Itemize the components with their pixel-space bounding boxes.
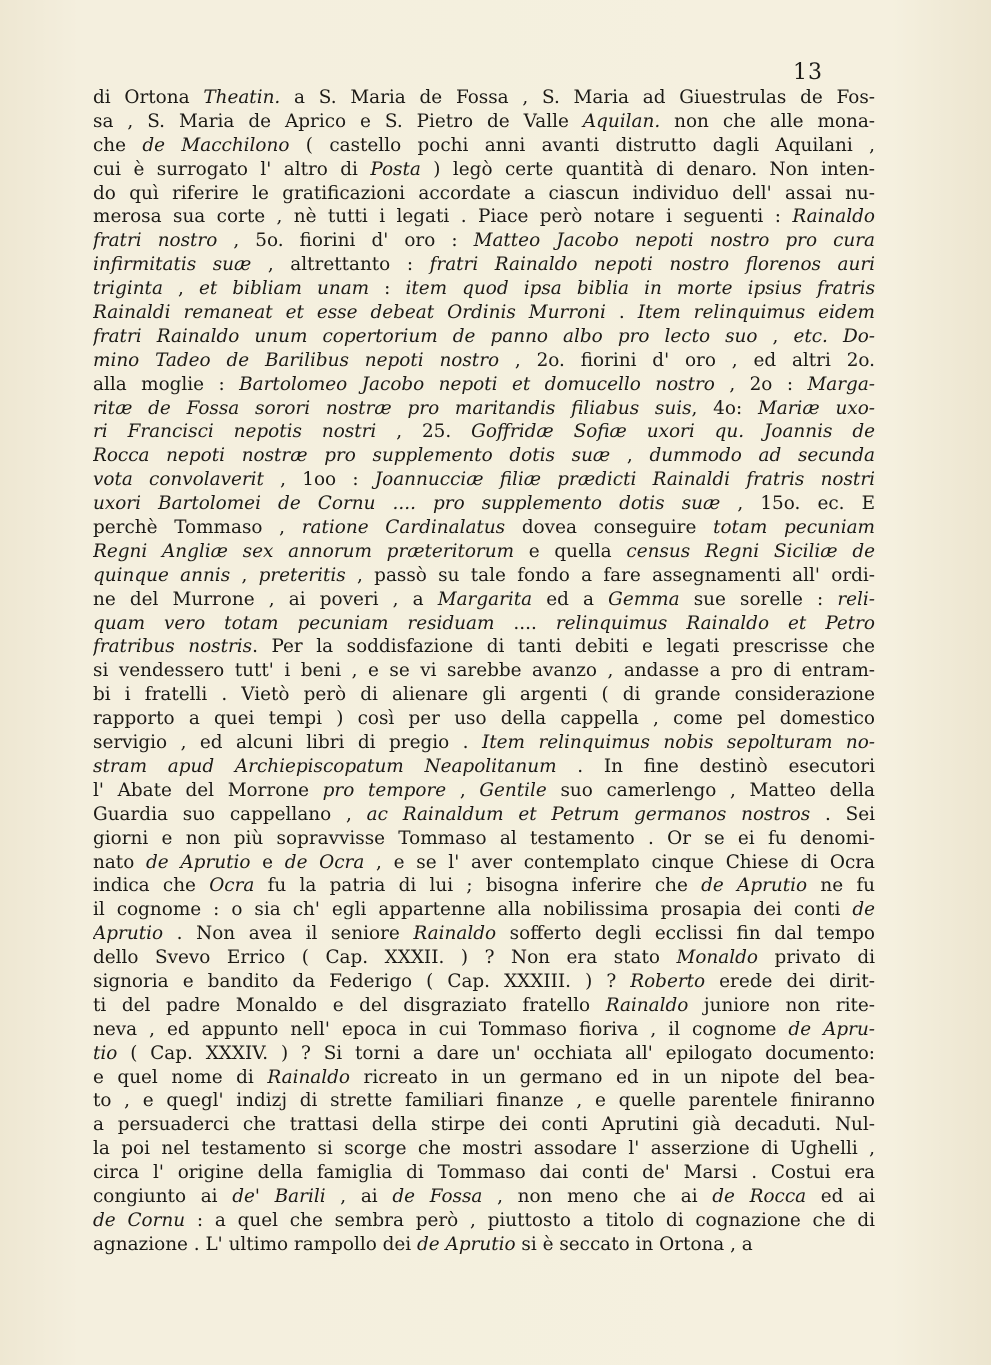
body-text xyxy=(93,86,875,1257)
text-line: indica che Ocra fu la patria di lui ; bisogna inferire che de Aprutio ne fu xyxy=(93,875,875,897)
text-line: Regni Angliæ sex annorum præteritorum e quella census Regni Siciliæ de xyxy=(93,540,875,562)
text-line: Guardia suo cappellano , ac Rainaldum et Petrum germanos nostros . Sei xyxy=(93,803,875,825)
text-line: mino Tadeo de Barilibus nepoti nostro , 2o. fiorini d' oro , ed altri 2o. xyxy=(93,349,875,371)
text-line: de Cornu : a quel che sembra però , piuttosto a titolo di cognazione che di xyxy=(93,1209,875,1231)
text-line: to , e quegl' indizj di strette familiari finanze , e quelle parentele finiranno xyxy=(93,1090,875,1112)
page-number: 13 xyxy=(793,60,823,85)
text-line: perchè Tommaso , ratione Cardinalatus dovea conseguire totam pecuniam xyxy=(93,517,875,539)
text-line: signoria e bandito da Federigo ( Cap. XXXIII. ) ? Roberto erede dei dirit- xyxy=(93,970,875,992)
text-line: quam vero totam pecuniam residuam .... relinquimus Rainaldo et Petro xyxy=(93,612,875,634)
text-line: Aprutio . Non avea il seniore Rainaldo sofferto degli ecclissi fin dal tempo xyxy=(93,923,875,945)
text-line: quinque annis , preteritis , passò su tale fondo a fare assegnamenti all' ordi- xyxy=(93,564,875,586)
text-line: infirmitatis suæ , altrettanto : fratri Rainaldo nepoti nostro florenos auri xyxy=(93,254,875,276)
text-line: uxori Bartolomei de Cornu .... pro supplemento dotis suæ , 15o. ec. E xyxy=(93,493,875,515)
text-line: dello Svevo Errico ( Cap. XXXII. ) ? Non era stato Monaldo privato di xyxy=(93,947,875,969)
text-line: l' Abate del Morrone pro tempore , Gentile suo camerlengo , Matteo della xyxy=(93,779,875,801)
text-line: il cognome : o sia ch' egli appartenne alla nobilissima prosapia dei conti de xyxy=(93,899,875,921)
text-line: ti del padre Monaldo e del disgraziato fratello Rainaldo juniore non rite- xyxy=(93,994,875,1016)
text-line: servigio , ed alcuni libri di pregio . Item relinquimus nobis sepolturam no- xyxy=(93,732,875,754)
text-line: a persuaderci che trattasi della stirpe dei conti Aprutini già decaduti. Nul- xyxy=(93,1114,875,1136)
text-line: bi i fratelli . Vietò però di alienare gli argenti ( di grande considerazione xyxy=(93,684,875,706)
text-line: nato de Aprutio e de Ocra , e se l' aver contemplato cinque Chiese di Ocra xyxy=(93,851,875,873)
text-line: Rocca nepoti nostræ pro supplemento dotis suæ , dummodo ad secunda xyxy=(93,445,875,467)
text-line: triginta , et bibliam unam : item quod ipsa biblia in morte ipsius fratris xyxy=(93,278,875,300)
text-line: vota convolaverit , 1oo : Joannucciæ filiæ prædicti Rainaldi fratris nostri xyxy=(93,469,875,491)
text-line: stram apud Archiepiscopatum Neapolitanum . In fine destinò esecutori xyxy=(93,755,875,777)
text-line: fratribus nostris. Per la soddisfazione di tanti debiti e legati prescrisse che xyxy=(93,636,875,658)
text-line: circa l' origine della famiglia di Tommaso dai conti de' Marsi . Costui era xyxy=(93,1162,875,1184)
text-line: rapporto a quei tempi ) così per uso della cappella , come pel domestico xyxy=(93,708,875,730)
text-line: alla moglie : Bartolomeo Jacobo nepoti et domucello nostro , 2o : Marga- xyxy=(93,373,875,395)
text-line: si vendessero tutt' i beni , e se vi sarebbe avanzo , andasse a pro di entram- xyxy=(93,660,875,682)
text-line: e quel nome di Rainaldo ricreato in un germano ed in un nipote del bea- xyxy=(93,1066,875,1088)
text-line: fratri Rainaldo unum copertorium de panno albo pro lecto suo , etc. Do- xyxy=(93,325,875,347)
text-line: ri Francisci nepotis nostri , 25. Goffridæ Sofiæ uxori qu. Joannis de xyxy=(93,421,875,443)
text-line: cui è surrogato l' altro di Posta ) legò certe quantità di denaro. Non inten- xyxy=(93,158,875,180)
text-line: ne del Murrone , ai poveri , a Margarita ed a Gemma sue sorelle : reli- xyxy=(93,588,875,610)
text-line: che de Macchilono ( castello pochi anni avanti distrutto dagli Aquilani , xyxy=(93,134,875,156)
text-line: do quì riferire le gratificazioni accordate a ciascun individuo dell' assai nu- xyxy=(93,182,875,204)
text-line: fratri nostro , 5o. fiorini d' oro : Matteo Jacobo nepoti nostro pro cura xyxy=(93,230,875,252)
text-line: Rainaldi remaneat et esse debeat Ordinis Murroni . Item relinquimus eidem xyxy=(93,302,875,324)
text-line: sa , S. Maria de Aprico e S. Pietro de Valle Aquilan. non che alle mona- xyxy=(93,110,875,132)
text-line: neva , ed appunto nell' epoca in cui Tommaso fioriva , il cognome de Apru- xyxy=(93,1018,875,1040)
text-line: agnazione . L' ultimo rampollo dei de Aprutio si è seccato in Ortona , a xyxy=(93,1233,753,1255)
text-line: merosa sua corte , nè tutti i legati . Piace però notare i seguenti : Rainaldo xyxy=(93,206,875,228)
text-line: ritæ de Fossa sorori nostræ pro maritandis filiabus suis, 4o: Mariæ uxo- xyxy=(93,397,875,419)
text-line: giorni e non più sopravvisse Tommaso al testamento . Or se ei fu denomi- xyxy=(93,827,875,849)
text-line: congiunto ai de' Barili , ai de Fossa , non meno che ai de Rocca ed ai xyxy=(93,1185,875,1207)
text-line: la poi nel testamento si scorge che mostri assodare l' asserzione di Ughelli , xyxy=(93,1138,875,1160)
text-line: tio ( Cap. XXXIV. ) ? Si torni a dare un' occhiata all' epilogato documento: xyxy=(93,1042,875,1064)
text-line: di Ortona Theatin. a S. Maria de Fossa , S. Maria ad Giuestrulas de Fos- xyxy=(93,87,875,108)
